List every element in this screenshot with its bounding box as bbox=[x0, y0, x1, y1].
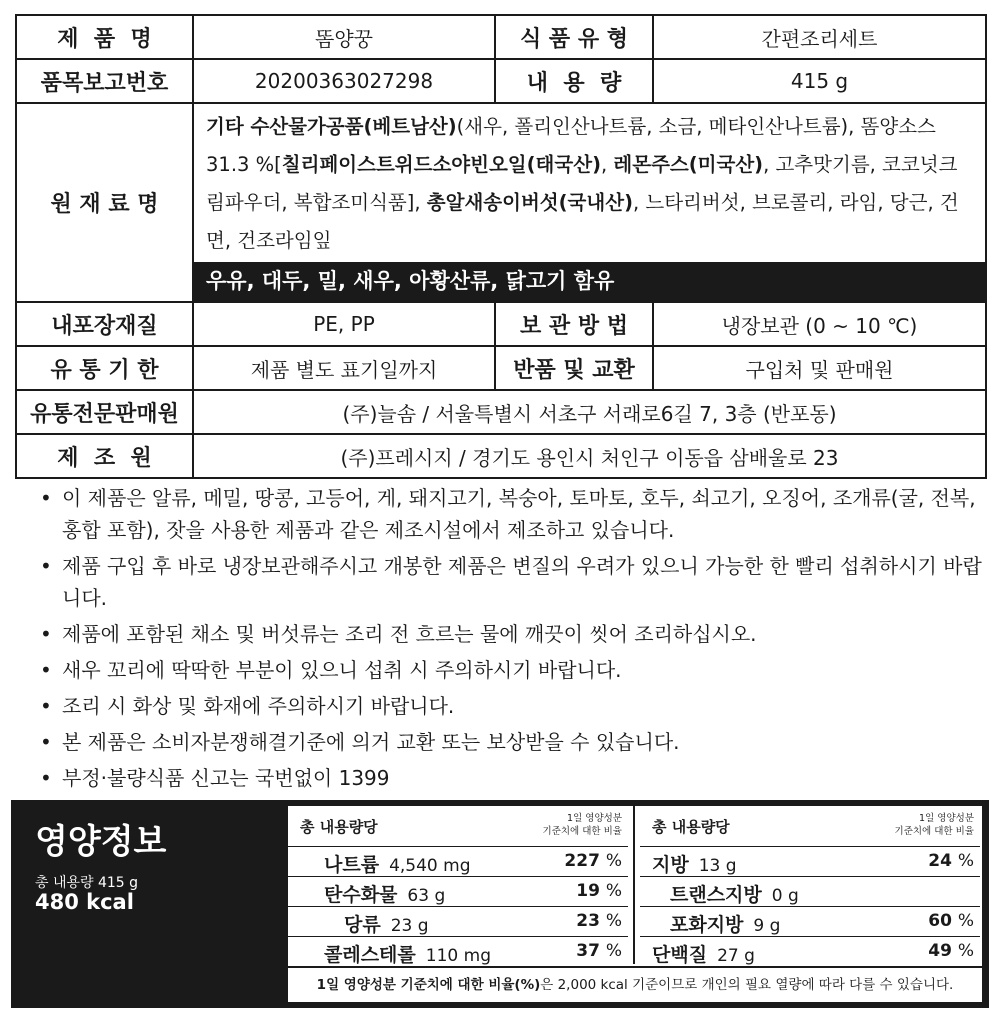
volume-label: 내 용 량 bbox=[495, 59, 653, 103]
ingredient-part-1-detail: (새우, 폴리인산나트륨, 소금, 메타인산나트륨), 똠양소스 31.3 %[ bbox=[206, 115, 936, 176]
note-item: • 제품에 포함된 채소 및 버섯류는 조리 전 흐르는 물에 깨끗이 씻어 조리하십시오. bbox=[40, 618, 985, 650]
nutrient-amount: 4,540 mg bbox=[389, 856, 471, 876]
note-item: • 새우 꼬리에 딱딱한 부분이 있으니 섭취 시 주의하시기 바랍니다. bbox=[40, 654, 985, 686]
nutrition-column-right bbox=[640, 806, 980, 964]
packaging-label: 내포장재질 bbox=[16, 302, 193, 346]
percent-unit: % bbox=[957, 911, 974, 931]
nutrient-row bbox=[640, 877, 980, 907]
nutrition-footnote bbox=[288, 966, 982, 1004]
dv-label: 1일 영양성분 기준치에 대한 비율 bbox=[894, 813, 974, 837]
nutrient-percent: 227 bbox=[564, 851, 600, 871]
nutrient-name: 탄수화물 bbox=[324, 884, 398, 906]
nutrition-table bbox=[288, 806, 982, 1002]
ingredients-label: 원 재 료 명 bbox=[16, 103, 193, 302]
per-label: 총 내용량당 bbox=[652, 818, 730, 836]
nutrient-percent: 23 bbox=[576, 911, 600, 931]
expiry: 제품 별도 표기일까지 bbox=[193, 346, 495, 390]
return-label: 반품 및 교환 bbox=[495, 346, 653, 390]
nutrient-percent: 19 bbox=[576, 881, 600, 901]
footnote-bold: 1일 영양성분 기준치에 대한 비율(%) bbox=[316, 977, 541, 993]
nutrient-row bbox=[288, 877, 628, 907]
nutrition-kcal: 480 kcal bbox=[35, 890, 134, 914]
packaging: PE, PP bbox=[193, 302, 495, 346]
footnote-text: 은 2,000 kcal 기준이므로 개인의 필요 열량에 따라 다를 수 있습니다. bbox=[540, 977, 954, 993]
percent-unit: % bbox=[605, 851, 622, 871]
storage: 냉장보관 (0 ~ 10 ℃) bbox=[653, 302, 986, 346]
maker: (주)프레시지 / 경기도 용인시 처인구 이동읍 삼배울로 23 bbox=[193, 434, 986, 478]
ingredient-part-4-detail: , 느타리버섯, 브로콜리, 라임, 당근, 건면, 건조라임잎 bbox=[206, 191, 959, 252]
note-item: • 제품 구입 후 바로 냉장보관해주시고 개봉한 제품은 변질의 우려가 있으니 가능한 한 빨리 섭취하시기 바랍니다. bbox=[40, 550, 985, 614]
maker-label: 제 조 원 bbox=[16, 434, 193, 478]
percent-unit: % bbox=[605, 911, 622, 931]
nutrition-column-header bbox=[288, 806, 628, 847]
nutrient-name: 콜레스테롤 bbox=[324, 944, 416, 966]
nutrient-amount: 9 g bbox=[753, 916, 781, 936]
product-name: 똠양꿍 bbox=[193, 15, 495, 59]
return: 구입처 및 판매원 bbox=[653, 346, 986, 390]
caution-notes bbox=[40, 482, 985, 798]
nutrient-percent: 60 bbox=[928, 911, 952, 931]
percent-unit: % bbox=[957, 941, 974, 961]
nutrient-row bbox=[288, 847, 628, 877]
nutrient-row bbox=[288, 937, 628, 968]
nutrient-amount: 23 g bbox=[390, 916, 429, 936]
nutrient-name: 당류 bbox=[344, 914, 381, 936]
nutrient-name: 트랜스지방 bbox=[670, 884, 762, 906]
per-label: 총 내용량당 bbox=[300, 818, 378, 836]
food-type: 간편조리세트 bbox=[653, 15, 986, 59]
ingredient-part-3-detail: , 고추맛기름, 코코넛크림파우더, 복합조미식품], bbox=[206, 153, 958, 214]
nutrition-column-left bbox=[288, 806, 628, 964]
ingredient-part-1: 기타 수산물가공품(베트남산) bbox=[206, 115, 457, 138]
nutrition-column-header bbox=[640, 806, 980, 847]
nutrient-amount: 110 mg bbox=[425, 946, 491, 966]
column-divider bbox=[633, 806, 635, 964]
seller-label: 유통전문판매원 bbox=[16, 390, 193, 434]
ingredient-part-4: 총알새송이버섯(국내산) bbox=[426, 191, 633, 214]
nutrient-amount: 0 g bbox=[771, 886, 799, 906]
nutrient-name: 단백질 bbox=[652, 944, 708, 966]
product-name-label: 제 품 명 bbox=[16, 15, 193, 59]
nutrient-percent: 24 bbox=[928, 851, 952, 871]
nutrient-name: 포화지방 bbox=[670, 914, 744, 936]
seller: (주)늘솜 / 서울특별시 서초구 서래로6길 7, 3층 (반포동) bbox=[193, 390, 986, 434]
nutrition-title: 영양정보 bbox=[35, 822, 167, 862]
ingredients-text bbox=[194, 104, 985, 262]
note-item: • 이 제품은 알류, 메밀, 땅콩, 고등어, 게, 돼지고기, 복숭아, 토마토, 호두, 쇠고기, 오징어, 조개류(굴, 전복, 홍합 포함), 잣을 사용한 제품과 같은 제조시설에서 제조하고 있습니다. bbox=[40, 482, 985, 546]
dv-label: 1일 영양성분 기준치에 대한 비율 bbox=[542, 813, 622, 837]
nutrient-percent: 49 bbox=[928, 941, 952, 961]
percent-unit: % bbox=[957, 851, 974, 871]
report-no-label: 품목보고번호 bbox=[16, 59, 193, 103]
report-no: 20200363027298 bbox=[193, 59, 495, 103]
note-item: • 조리 시 화상 및 화재에 주의하시기 바랍니다. bbox=[40, 690, 985, 722]
note-item: • 부정·불량식품 신고는 국번없이 1399 bbox=[40, 762, 985, 794]
nutrient-name: 나트륨 bbox=[324, 854, 380, 876]
percent-unit: % bbox=[605, 881, 622, 901]
ingredient-part-2: 칠리페이스트위드소야빈오일(태국산) bbox=[281, 153, 601, 176]
expiry-label: 유 통 기 한 bbox=[16, 346, 193, 390]
nutrient-amount: 27 g bbox=[717, 946, 755, 966]
nutrient-amount: 13 g bbox=[698, 856, 737, 876]
allergen-banner: 우유, 대두, 밀, 새우, 아황산류, 닭고기 함유 bbox=[194, 262, 985, 301]
nutrient-amount: 63 g bbox=[407, 886, 446, 906]
nutrient-row bbox=[640, 907, 980, 937]
nutrient-name: 지방 bbox=[652, 854, 689, 876]
ingredient-part-3: 레몬주스(미국산) bbox=[613, 153, 764, 176]
nutrient-percent: 37 bbox=[576, 941, 600, 961]
percent-unit: % bbox=[605, 941, 622, 961]
nutrient-row bbox=[640, 937, 980, 968]
ingredient-sep-2: , bbox=[600, 153, 614, 176]
ingredients-cell bbox=[193, 103, 986, 302]
nutrition-total: 총 내용량 415 g bbox=[35, 875, 139, 891]
nutrient-row bbox=[640, 847, 980, 877]
storage-label: 보 관 방 법 bbox=[495, 302, 653, 346]
food-type-label: 식 품 유 형 bbox=[495, 15, 653, 59]
nutrition-facts-panel bbox=[11, 800, 989, 1008]
note-item: • 본 제품은 소비자분쟁해결기준에 의거 교환 또는 보상받을 수 있습니다. bbox=[40, 726, 985, 758]
volume: 415 g bbox=[653, 59, 986, 103]
product-info-table bbox=[15, 14, 987, 479]
nutrient-row bbox=[288, 907, 628, 937]
